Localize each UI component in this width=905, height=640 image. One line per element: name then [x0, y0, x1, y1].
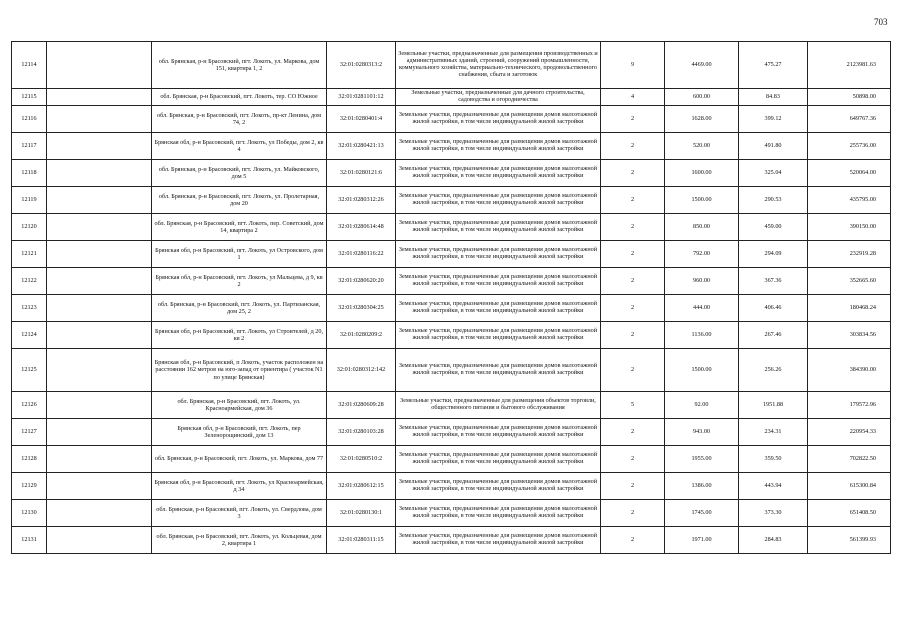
cadastral-number-cell: 32:01:0280421:13 — [327, 133, 396, 160]
address-cell: Брянская обл, р-н Брасовский, п Локоть, участок расположен на расстоянии 162 метров на юго-запад от ориентира ( участок N1 по улице Брянская) — [152, 349, 327, 392]
address-cell: обл. Брянская, р-н Брасовский, пгт. Локоть, ул. Пролетарная, дом 20 — [152, 187, 327, 214]
cadastral-value-cell: 561399.93 — [808, 527, 891, 554]
row-number-cell: 12129 — [12, 473, 47, 500]
cadastral-value-cell: 390150.00 — [808, 214, 891, 241]
table-row — [12, 322, 891, 349]
group-cell: 2 — [601, 446, 665, 473]
land-use-cell: Земельные участки, предназначенные для размещения домов малоэтажной жилой застройки, в том числе индивидуальной жилой застройки — [396, 214, 601, 241]
unit-value-cell: 373.30 — [739, 500, 808, 527]
address-cell: Брянская обл, р-н Брасовский, пгт. Локоть, ул Мальцева, д 9, кв 2 — [152, 268, 327, 295]
address-cell: обл. Брянская, р-н Брасовский, пгт. Локоть, ул. Маркова, дом 151, квартира 1, 2 — [152, 42, 327, 89]
group-cell: 2 — [601, 106, 665, 133]
row-number-cell: 12116 — [12, 106, 47, 133]
cadastral-number-cell: 32:01:0280401:4 — [327, 106, 396, 133]
unit-value-cell: 491.80 — [739, 133, 808, 160]
cadastral-value-cell: 179572.96 — [808, 392, 891, 419]
area-cell: 1955.00 — [665, 446, 739, 473]
cadastral-number-cell: 32:01:0280116:22 — [327, 241, 396, 268]
group-cell: 2 — [601, 419, 665, 446]
cadastral-number-cell: 32:01:0280510:2 — [327, 446, 396, 473]
row-number-cell: 12128 — [12, 446, 47, 473]
cadastral-value-cell: 50898.00 — [808, 89, 891, 106]
land-use-cell: Земельные участки, предназначенные для размещения домов малоэтажной жилой застройки, в том числе индивидуальной жилой застройки — [396, 473, 601, 500]
area-cell: 1600.00 — [665, 160, 739, 187]
table-row — [12, 392, 891, 419]
table-row — [12, 160, 891, 187]
cadastral-value-cell: 303834.56 — [808, 322, 891, 349]
unit-value-cell: 325.04 — [739, 160, 808, 187]
blank-cell — [47, 500, 152, 527]
group-cell: 2 — [601, 473, 665, 500]
address-cell: обл. Брянская, р-н Брасовский, пгт. Локоть, тер. СО Южное — [152, 89, 327, 106]
cadastral-number-cell: 32:01:0280609:28 — [327, 392, 396, 419]
row-number-cell: 12124 — [12, 322, 47, 349]
row-number-cell: 12121 — [12, 241, 47, 268]
table-row — [12, 419, 891, 446]
cadastral-number-cell: 32:01:0280612:15 — [327, 473, 396, 500]
group-cell: 2 — [601, 349, 665, 392]
area-cell: 1745.00 — [665, 500, 739, 527]
row-number-cell: 12123 — [12, 295, 47, 322]
blank-cell — [47, 295, 152, 322]
blank-cell — [47, 106, 152, 133]
table-row — [12, 349, 891, 392]
blank-cell — [47, 133, 152, 160]
group-cell: 2 — [601, 160, 665, 187]
land-use-cell: Земельные участки, предназначенные для размещения объектов торговли, общественного питания и бытового обслуживания — [396, 392, 601, 419]
cadastral-value-cell: 2123981.63 — [808, 42, 891, 89]
row-number-cell: 12118 — [12, 160, 47, 187]
land-use-cell: Земельные участки, предназначенные для размещения домов малоэтажной жилой застройки, в том числе индивидуальной жилой застройки — [396, 106, 601, 133]
table-row — [12, 473, 891, 500]
row-number-cell: 12130 — [12, 500, 47, 527]
row-number-cell: 12115 — [12, 89, 47, 106]
group-cell: 9 — [601, 42, 665, 89]
address-cell: Брянская обл, р-н Брасовский, пгт. Локоть, ул Островского, дом 1 — [152, 241, 327, 268]
cadastral-number-cell: 32:01:0280311:15 — [327, 527, 396, 554]
unit-value-cell: 443.94 — [739, 473, 808, 500]
area-cell: 1386.00 — [665, 473, 739, 500]
table-row — [12, 214, 891, 241]
land-use-cell: Земельные участки, предназначенные для размещения домов малоэтажной жилой застройки, в том числе индивидуальной жилой застройки — [396, 187, 601, 214]
area-cell: 792.00 — [665, 241, 739, 268]
cadastral-number-cell: 32:01:0280121:6 — [327, 160, 396, 187]
row-number-cell: 12126 — [12, 392, 47, 419]
group-cell: 5 — [601, 392, 665, 419]
address-cell: обл. Брянская, р-н Брасовский, пгт. Локоть, ул. Майковского, дом 5 — [152, 160, 327, 187]
table-row — [12, 295, 891, 322]
cadastral-number-cell: 32:01:0280312:142 — [327, 349, 396, 392]
land-use-cell: Земельные участки, предназначенные для размещения домов малоэтажной жилой застройки, в том числе индивидуальной жилой застройки — [396, 500, 601, 527]
blank-cell — [47, 392, 152, 419]
blank-cell — [47, 419, 152, 446]
table-row — [12, 42, 891, 89]
group-cell: 2 — [601, 500, 665, 527]
unit-value-cell: 459.00 — [739, 214, 808, 241]
table-row — [12, 187, 891, 214]
land-use-cell: Земельные участки, предназначенные для размещения домов малоэтажной жилой застройки, в том числе индивидуальной жилой застройки — [396, 527, 601, 554]
group-cell: 2 — [601, 241, 665, 268]
group-cell: 2 — [601, 214, 665, 241]
address-cell: обл. Брянская, р-н Брасовский, пгт. Локоть, пр-кт Ленина, дом 74, 2 — [152, 106, 327, 133]
land-use-cell: Земельные участки, предназначенные для размещения домов малоэтажной жилой застройки, в том числе индивидуальной жилой застройки — [396, 419, 601, 446]
unit-value-cell: 234.31 — [739, 419, 808, 446]
group-cell: 2 — [601, 527, 665, 554]
row-number-cell: 12120 — [12, 214, 47, 241]
unit-value-cell: 267.46 — [739, 322, 808, 349]
cadastral-number-cell: 32:01:0280620:20 — [327, 268, 396, 295]
area-cell: 444.00 — [665, 295, 739, 322]
row-number-cell: 12114 — [12, 42, 47, 89]
land-use-cell: Земельные участки, предназначенные для размещения производственных и административных зданий, строений, сооружений промышленности, коммунального хозяйства, материально-технического, продовольственного снабжения, сбыта и заготовок — [396, 42, 601, 89]
blank-cell — [47, 473, 152, 500]
group-cell: 4 — [601, 89, 665, 106]
cadastral-value-cell: 702822.50 — [808, 446, 891, 473]
address-cell: обл. Брянская, р-н Брасовский, пгт. Локоть, ул. Маркова, дом 77 — [152, 446, 327, 473]
land-use-cell: Земельные участки, предназначенные для размещения домов малоэтажной жилой застройки, в том числе индивидуальной жилой застройки — [396, 160, 601, 187]
land-use-cell: Земельные участки, предназначенные для размещения домов малоэтажной жилой застройки, в том числе индивидуальной жилой застройки — [396, 241, 601, 268]
blank-cell — [47, 214, 152, 241]
area-cell: 1500.00 — [665, 187, 739, 214]
unit-value-cell: 367.36 — [739, 268, 808, 295]
row-number-cell: 12119 — [12, 187, 47, 214]
cadastral-value-cell: 220954.33 — [808, 419, 891, 446]
group-cell: 2 — [601, 133, 665, 160]
area-cell: 1500.00 — [665, 349, 739, 392]
blank-cell — [47, 268, 152, 295]
address-cell: обл. Брянская, р-н Брасовский, пгт. Локоть, ул. Кольцевая, дом 2, квартира 1 — [152, 527, 327, 554]
table-row — [12, 500, 891, 527]
area-cell: 1628.00 — [665, 106, 739, 133]
table-row — [12, 268, 891, 295]
cadastral-number-cell: 32:01:0281101:12 — [327, 89, 396, 106]
unit-value-cell: 399.12 — [739, 106, 808, 133]
blank-cell — [47, 446, 152, 473]
land-use-cell: Земельные участки, предназначенные для размещения домов малоэтажной жилой застройки, в том числе индивидуальной жилой застройки — [396, 268, 601, 295]
cadastral-value-cell: 435795.00 — [808, 187, 891, 214]
blank-cell — [47, 160, 152, 187]
cadastral-number-cell: 32:01:0280130:1 — [327, 500, 396, 527]
unit-value-cell: 284.83 — [739, 527, 808, 554]
land-use-cell: Земельные участки, предназначенные для размещения домов малоэтажной жилой застройки, в том числе индивидуальной жилой застройки — [396, 322, 601, 349]
table-row — [12, 241, 891, 268]
address-cell: Брянская обл, р-н Брасовский, пгт. Локоть, пер Зеленорощинский, дом 13 — [152, 419, 327, 446]
cadastral-value-cell: 615300.84 — [808, 473, 891, 500]
group-cell: 2 — [601, 322, 665, 349]
table-body — [12, 42, 891, 554]
area-cell: 1971.00 — [665, 527, 739, 554]
address-cell: Брянская обл, р-н Брасовский, пгт. Локоть, ул Красноармейская, д 34 — [152, 473, 327, 500]
group-cell: 2 — [601, 187, 665, 214]
land-use-cell: Земельные участки, предназначенные для размещения домов малоэтажной жилой застройки, в том числе индивидуальной жилой застройки — [396, 349, 601, 392]
unit-value-cell: 475.27 — [739, 42, 808, 89]
blank-cell — [47, 241, 152, 268]
cadastral-value-cell: 649767.36 — [808, 106, 891, 133]
blank-cell — [47, 89, 152, 106]
area-cell: 600.00 — [665, 89, 739, 106]
unit-value-cell: 256.26 — [739, 349, 808, 392]
group-cell: 2 — [601, 295, 665, 322]
unit-value-cell: 290.53 — [739, 187, 808, 214]
row-number-cell: 12122 — [12, 268, 47, 295]
address-cell: обл. Брянская, р-н Брасовский, пгт. Локоть, пер. Советский, дом 14, квартира 2 — [152, 214, 327, 241]
address-cell: обл. Брянская, р-н Брасовский, пгт. Локоть, ул. Партизанская, дом 25, 2 — [152, 295, 327, 322]
address-cell: обл. Брянская, р-н Брасовский, пгт. Локоть, ул. Красноармейская, дом 36 — [152, 392, 327, 419]
cadastral-value-cell: 651408.50 — [808, 500, 891, 527]
land-registry-table — [11, 41, 891, 554]
unit-value-cell: 359.50 — [739, 446, 808, 473]
address-cell: обл. Брянская, р-н Брасовский, пгт. Локоть, ул. Свердлова, дом 3 — [152, 500, 327, 527]
blank-cell — [47, 187, 152, 214]
address-cell: Брянская обл, р-н Брасовский, пгт. Локоть, ул Победы, дом 2, кв 4 — [152, 133, 327, 160]
table-row — [12, 446, 891, 473]
area-cell: 92.00 — [665, 392, 739, 419]
area-cell: 960.00 — [665, 268, 739, 295]
cadastral-number-cell: 32:01:0280103:28 — [327, 419, 396, 446]
cadastral-value-cell: 232919.28 — [808, 241, 891, 268]
table-row — [12, 89, 891, 106]
land-use-cell: Земельные участки, предназначенные для дачного строительства, садоводства и огородничества — [396, 89, 601, 106]
blank-cell — [47, 42, 152, 89]
row-number-cell: 12131 — [12, 527, 47, 554]
land-use-cell: Земельные участки, предназначенные для размещения домов малоэтажной жилой застройки, в том числе индивидуальной жилой застройки — [396, 133, 601, 160]
cadastral-value-cell: 384390.00 — [808, 349, 891, 392]
page-number: 703 — [874, 17, 888, 27]
group-cell: 2 — [601, 268, 665, 295]
blank-cell — [47, 322, 152, 349]
area-cell: 520.00 — [665, 133, 739, 160]
cadastral-number-cell: 32:01:0280209:2 — [327, 322, 396, 349]
land-use-cell: Земельные участки, предназначенные для размещения домов малоэтажной жилой застройки, в том числе индивидуальной жилой застройки — [396, 295, 601, 322]
unit-value-cell: 84.83 — [739, 89, 808, 106]
cadastral-number-cell: 32:01:0280304:25 — [327, 295, 396, 322]
unit-value-cell: 1951.88 — [739, 392, 808, 419]
cadastral-value-cell: 520064.00 — [808, 160, 891, 187]
cadastral-value-cell: 180468.24 — [808, 295, 891, 322]
cadastral-value-cell: 255736.00 — [808, 133, 891, 160]
address-cell: Брянская обл, р-н Брасовский, пгт. Локоть, ул Строителей, д 20, кв 2 — [152, 322, 327, 349]
table-row — [12, 527, 891, 554]
area-cell: 1136.00 — [665, 322, 739, 349]
table-row — [12, 106, 891, 133]
cadastral-value-cell: 352665.60 — [808, 268, 891, 295]
cadastral-number-cell: 32:01:0280313:2 — [327, 42, 396, 89]
cadastral-number-cell: 32:01:0280614:48 — [327, 214, 396, 241]
land-use-cell: Земельные участки, предназначенные для размещения домов малоэтажной жилой застройки, в том числе индивидуальной жилой застройки — [396, 446, 601, 473]
blank-cell — [47, 527, 152, 554]
cadastral-number-cell: 32:01:0280312:26 — [327, 187, 396, 214]
row-number-cell: 12117 — [12, 133, 47, 160]
blank-cell — [47, 349, 152, 392]
row-number-cell: 12125 — [12, 349, 47, 392]
table-row — [12, 133, 891, 160]
area-cell: 4469.00 — [665, 42, 739, 89]
unit-value-cell: 294.09 — [739, 241, 808, 268]
area-cell: 943.00 — [665, 419, 739, 446]
unit-value-cell: 406.46 — [739, 295, 808, 322]
row-number-cell: 12127 — [12, 419, 47, 446]
area-cell: 850.00 — [665, 214, 739, 241]
